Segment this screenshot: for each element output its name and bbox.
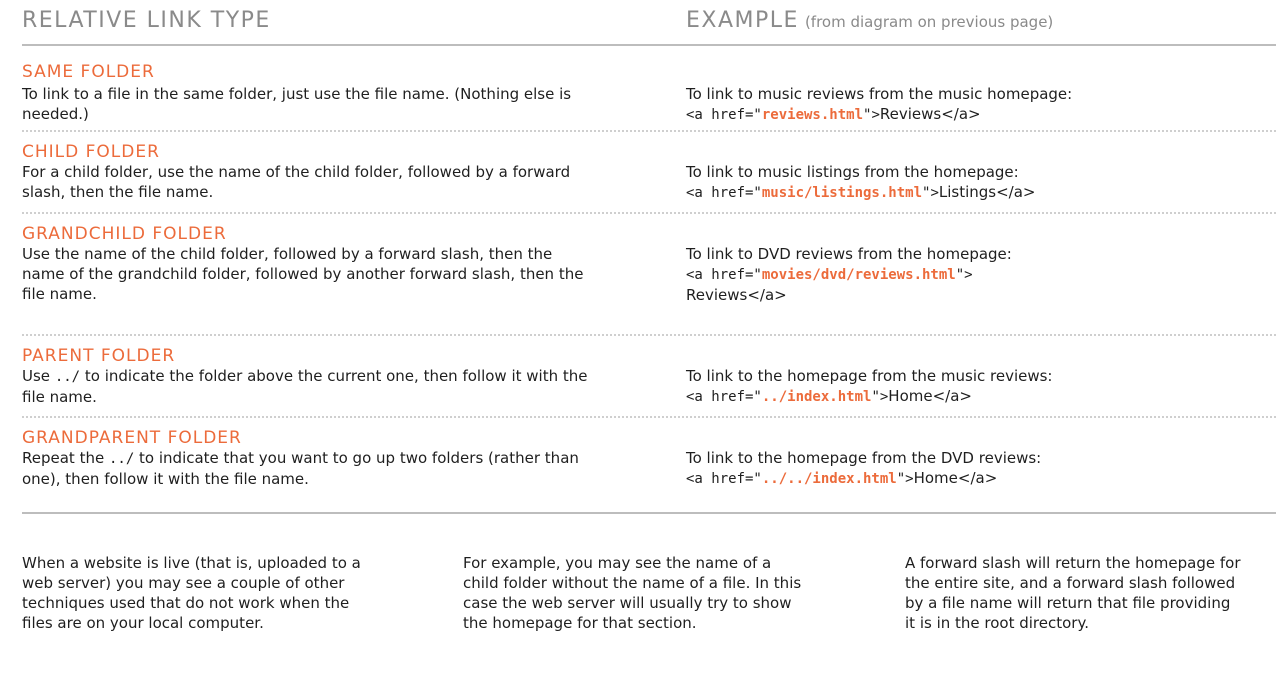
code-suffix: "> [955, 267, 973, 283]
code-suffix: "> [871, 389, 889, 405]
inline-code-parent: ../ [108, 451, 135, 467]
example-intro: To link to music reviews from the music homepage: [686, 85, 1073, 103]
row-example [686, 84, 1276, 125]
column-title-link-type: RELATIVE LINK TYPE [22, 8, 271, 33]
row-label: PARENT FOLDER [22, 346, 176, 366]
code-prefix: <a href=" [686, 389, 762, 405]
description-text: Repeat the [22, 449, 105, 467]
row-description [22, 448, 612, 489]
note-paragraph: When a website is live (that is, uploaded to a web server) you may see a couple of other techniques used that do not work when the files are on your local computer. [22, 554, 361, 632]
code-prefix: <a href=" [686, 107, 762, 123]
description-text: For a child folder, use the name of the child folder, followed by a forward slash, then the file name. [22, 163, 571, 201]
code-link-text: Home</a> [888, 387, 972, 405]
example-code [686, 182, 1276, 203]
row-description [22, 244, 592, 304]
code-path: ../index.html [761, 389, 872, 405]
code-path: movies/dvd/reviews.html [761, 267, 956, 283]
example-code [686, 386, 1276, 407]
row-description [22, 162, 612, 202]
code-path: music/listings.html [761, 185, 923, 201]
code-prefix: <a href=" [686, 471, 762, 487]
row-label: SAME FOLDER [22, 62, 155, 82]
code-prefix: <a href=" [686, 267, 762, 283]
note-paragraph: For example, you may see the name of a child folder without the name of a file. In this case the web server will usually try to show the homepage for that section. [463, 554, 802, 632]
table-header [22, 8, 1276, 46]
code-suffix: "> [922, 185, 939, 201]
table-row [22, 132, 1276, 214]
description-text: Use the name of the child folder, followed by a forward slash, then the name of the grandchild folder, followed by another forward slash, then the file name. [22, 245, 584, 303]
code-link-text: Reviews</a> [879, 105, 981, 123]
section-divider [22, 512, 1276, 514]
example-intro: To link to DVD reviews from the homepage: [686, 245, 1012, 263]
code-link-text: Listings</a> [938, 183, 1036, 201]
row-example [686, 162, 1276, 203]
row-description [22, 84, 612, 124]
row-example [686, 448, 1276, 489]
example-title-note: (from diagram on previous page) [804, 13, 1054, 31]
link-type-table [22, 60, 1276, 508]
example-intro: To link to the homepage from the music reviews: [686, 367, 1053, 385]
code-suffix: "> [896, 471, 914, 487]
description-text: to indicate the folder above the current one, then follow it with the file name. [22, 367, 588, 406]
code-link-text: Reviews</a> [686, 286, 787, 304]
code-prefix: <a href=" [686, 185, 762, 201]
note-paragraph: A forward slash will return the homepage for the entire site, and a forward slash followed by a file name will return that file providing it is in the root directory. [905, 554, 1241, 632]
code-link-text: Home</a> [913, 469, 998, 487]
description-text: to indicate that you want to go up two folders (rather than one), then follow it with the file name. [22, 449, 579, 488]
table-row [22, 60, 1276, 132]
code-path: reviews.html [761, 107, 864, 123]
example-code [686, 468, 1276, 489]
row-example [686, 244, 1276, 305]
description-text: To link to a file in the same folder, just use the file name. (Nothing else is needed.) [22, 85, 572, 123]
example-title-text: EXAMPLE [686, 8, 799, 33]
code-suffix: "> [863, 107, 880, 123]
inline-code-parent: ../ [54, 369, 81, 385]
code-path: ../../index.html [761, 471, 897, 487]
row-label: GRANDPARENT FOLDER [22, 428, 242, 448]
table-row [22, 336, 1276, 418]
description-text: Use [22, 367, 51, 385]
example-code [686, 104, 1276, 125]
row-label: GRANDCHILD FOLDER [22, 224, 227, 244]
table-row [22, 418, 1276, 508]
table-row [22, 214, 1276, 336]
row-example [686, 366, 1276, 407]
row-description [22, 366, 612, 407]
row-label: CHILD FOLDER [22, 142, 160, 162]
example-intro: To link to the homepage from the DVD reviews: [686, 449, 1042, 467]
example-intro: To link to music listings from the homepage: [686, 163, 1019, 181]
example-code [686, 264, 1276, 285]
column-title-example [686, 8, 1053, 33]
